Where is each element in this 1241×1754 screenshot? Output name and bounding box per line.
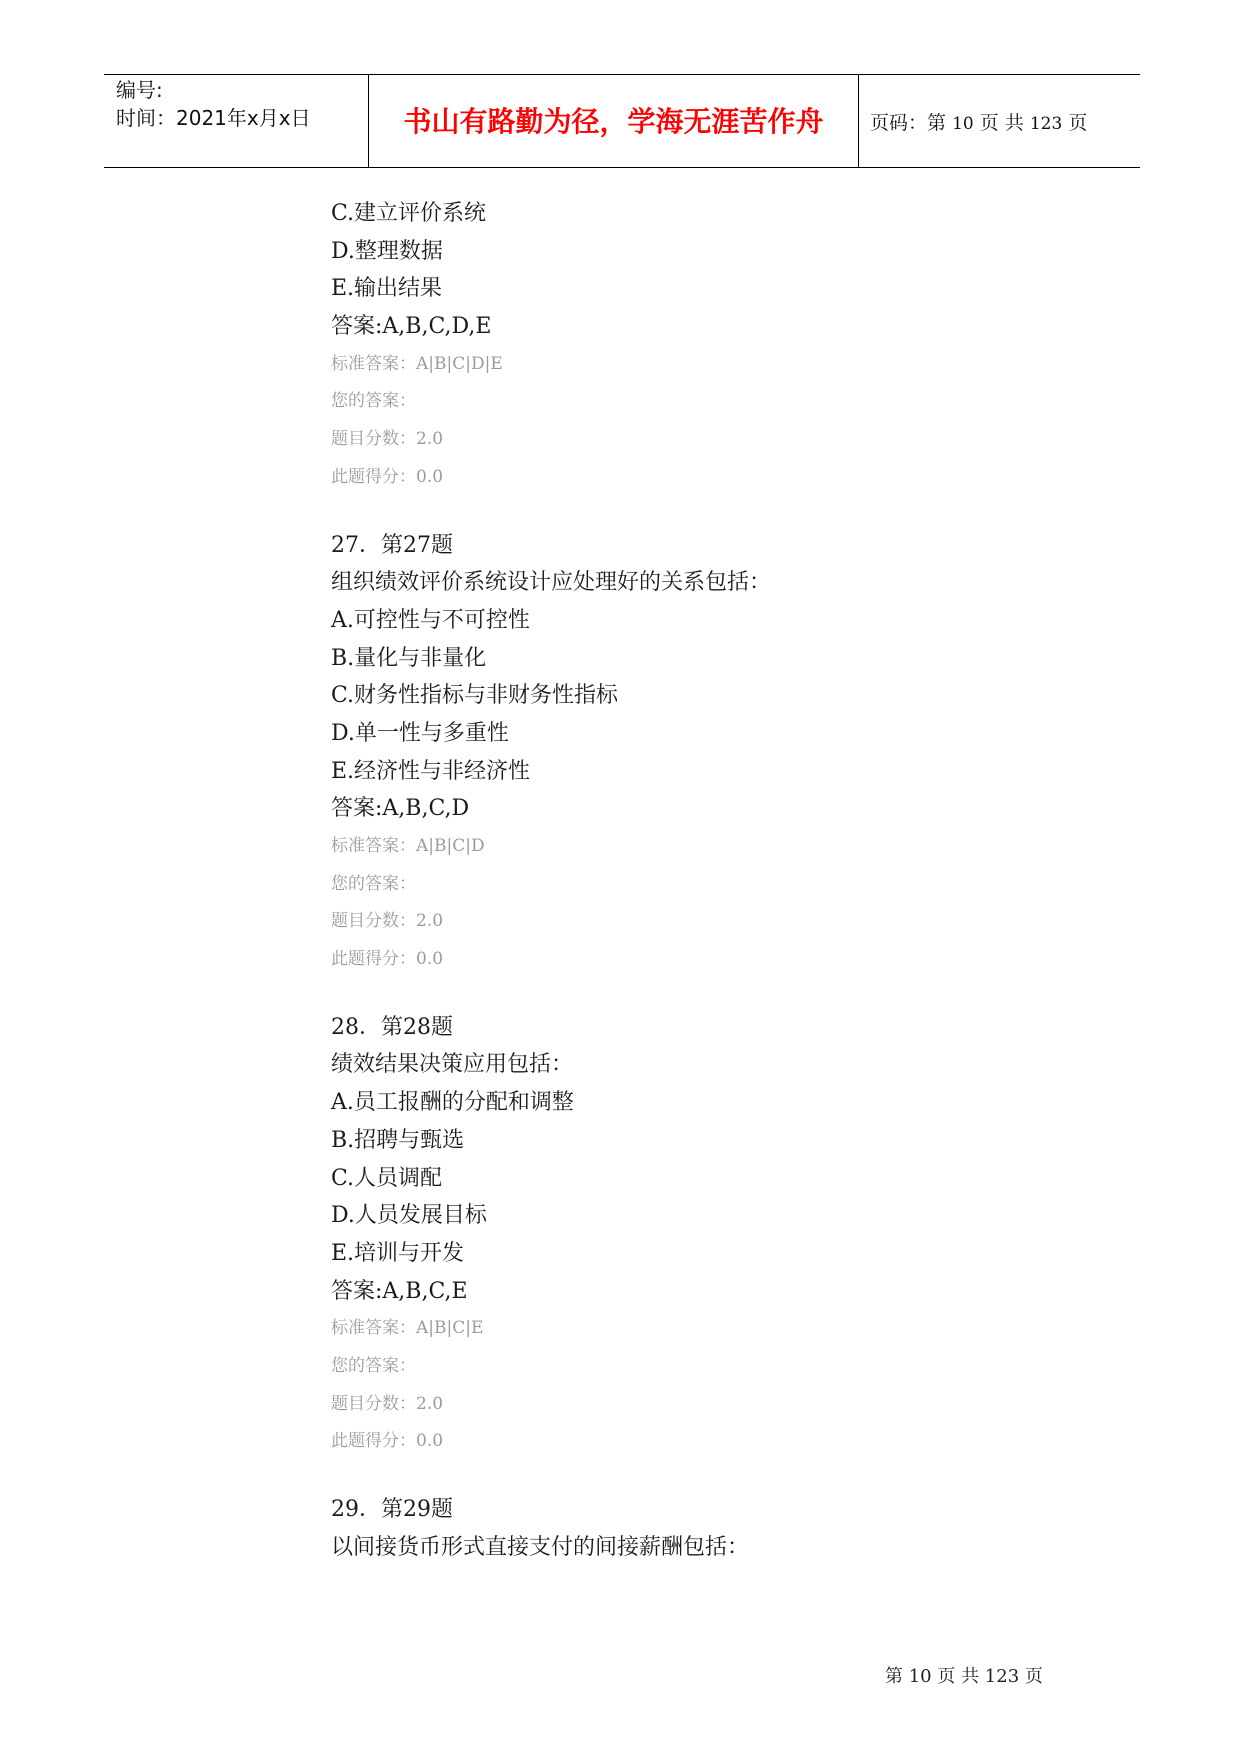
option-d: D.整理数据 (331, 238, 443, 264)
your-answer: 您的答案： (331, 1355, 416, 1376)
option-d: D.人员发展目标 (331, 1203, 487, 1229)
page-number: 10 (952, 114, 974, 134)
question-27 (331, 527, 1131, 979)
earned-score: 此题得分：0.0 (331, 1431, 444, 1452)
earned-score: 此题得分：0.0 (331, 466, 444, 487)
question-stem: 以间接货币形式直接支付的间接薪酬包括： (331, 1534, 750, 1560)
option-c: C.财务性指标与非财务性指标 (331, 683, 619, 709)
standard-answer: 标准答案：A|B|C|D (331, 836, 485, 856)
header-page-info (870, 108, 1087, 135)
page-footer: 第 10 页 共 123 页 (885, 1666, 1043, 1687)
option-c: C.人员调配 (331, 1165, 443, 1191)
your-answer: 您的答案： (331, 873, 416, 894)
question-stem: 组织绩效评价系统设计应处理好的关系包括： (331, 570, 772, 596)
question-stem: 绩效结果决策应用包括： (331, 1052, 574, 1078)
page-prefix: 页码：第 (870, 112, 947, 134)
option-b: B.招聘与甄选 (331, 1127, 465, 1153)
question-score: 题目分数：2.0 (331, 911, 444, 932)
question-28 (331, 1009, 1131, 1461)
question-title: 27．第27题 (331, 532, 453, 558)
option-a: A.可控性与不可控性 (331, 607, 530, 633)
standard-answer: 标准答案：A|B|C|E (331, 1318, 484, 1339)
number-label: 编号: (116, 78, 163, 102)
answer: 答案:A,B,C,D (331, 796, 470, 822)
option-b: B.量化与非量化 (331, 645, 487, 671)
question-26-tail (331, 195, 1131, 497)
option-c: C.建立评价系统 (331, 201, 487, 226)
header-motto: 书山有路勤为径，学海无涯苦作舟 (403, 105, 824, 138)
option-e: E.经济性与非经济性 (331, 758, 531, 784)
question-title: 29．第29题 (331, 1497, 453, 1522)
header-meta (116, 76, 311, 132)
option-e: E.培训与开发 (331, 1240, 465, 1266)
standard-answer: 标准答案：A|B|C|D|E (331, 353, 503, 374)
answer: 答案:A,B,C,D,E (331, 314, 492, 340)
earned-score: 此题得分：0.0 (331, 949, 444, 970)
question-29 (331, 1491, 1131, 1566)
question-score: 题目分数：2.0 (331, 1393, 444, 1414)
option-a: A.员工报酬的分配和调整 (331, 1090, 574, 1116)
your-answer: 您的答案： (331, 391, 416, 412)
page-mid: 页 共 (979, 112, 1024, 134)
page-total: 123 (1029, 114, 1063, 134)
header-divider-right (858, 74, 859, 168)
question-title: 28．第28题 (331, 1014, 453, 1040)
option-e: E.输出结果 (331, 276, 443, 302)
page-suffix: 页 (1068, 112, 1088, 134)
header-top-rule (104, 74, 1140, 75)
time-label: 时间：2021年x月x日 (116, 106, 311, 130)
header-bottom-rule (104, 167, 1140, 168)
question-score: 题目分数：2.0 (331, 429, 444, 450)
option-d: D.单一性与多重性 (331, 720, 509, 746)
document-body (331, 195, 1131, 1566)
answer: 答案:A,B,C,E (331, 1278, 468, 1304)
